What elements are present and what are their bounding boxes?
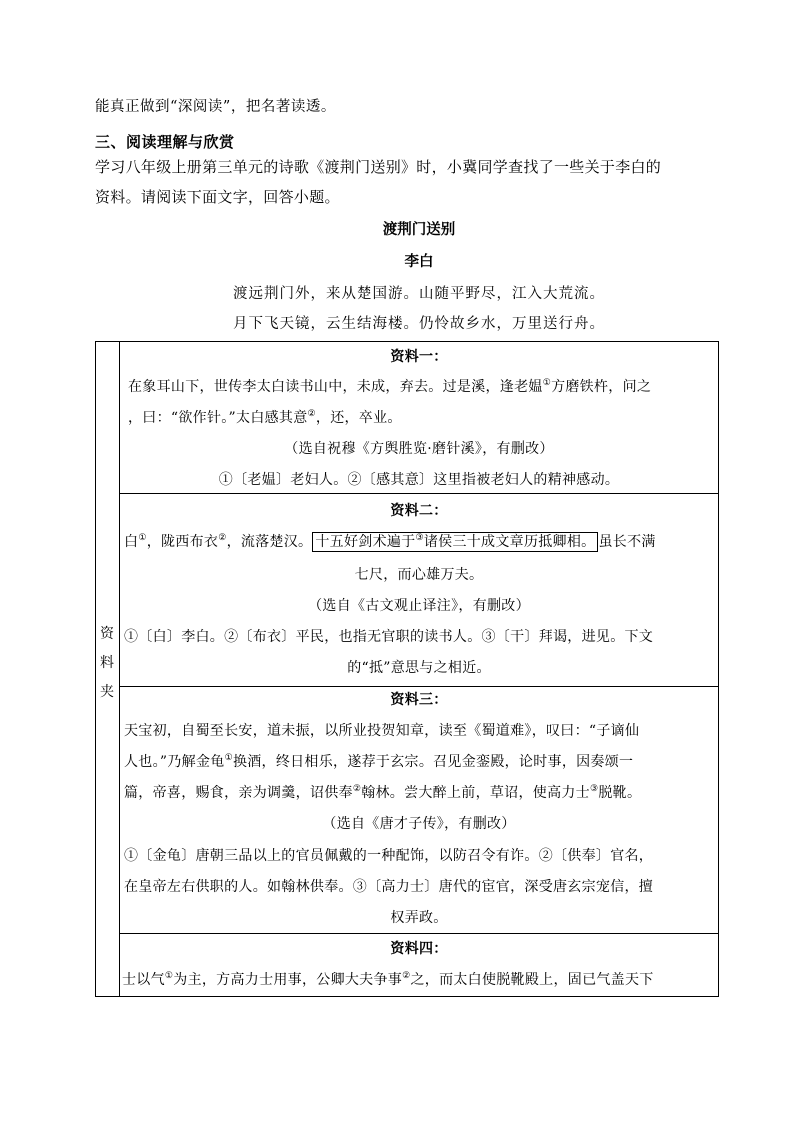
section-title: 三、阅读理解与欣赏 bbox=[95, 133, 235, 151]
material-1-note: ①〔老媪〕老妇人。②〔感其意〕这里指被老妇人的精神感动。 bbox=[218, 472, 620, 488]
poem-author: 李白 bbox=[404, 253, 434, 270]
material-3-line-1: 天宝初，自蜀至长安，道未振，以所业投贺知章，读至《蜀道难》，叹曰：“子谪仙 bbox=[124, 723, 640, 739]
material-3-note-2: 在皇帝左右供职的人。如翰林供奉。③〔高力士〕唐代的宦官，深受唐玄宗宠信，擅 bbox=[124, 879, 654, 895]
side-label-char: 夹 bbox=[100, 684, 114, 700]
material-3-source: （选自《唐才子传》，有删改） bbox=[322, 816, 516, 832]
section-desc-1: 学习八年级上册第三单元的诗歌《渡荆门送别》时，小冀同学查找了一些关于李白的 bbox=[95, 158, 662, 176]
side-label-char: 资 bbox=[100, 626, 114, 642]
poem-line-1: 渡远荆门外，来从楚国游。山随平野尽，江入大荒流。 bbox=[233, 286, 605, 302]
material-2-line-2: 七尺，而心雄万夫。 bbox=[354, 567, 484, 583]
material-4-title: 资料四： bbox=[390, 941, 448, 957]
material-2-title: 资料二： bbox=[390, 503, 448, 519]
material-2-note-2: 的“抵”意思与之相近。 bbox=[347, 660, 491, 676]
material-3-line-2: 人也。”乃解金龟①换酒，终日相乐，遂荐于玄宗。召见金銮殿，论时事，因奏颂一 bbox=[124, 753, 634, 770]
material-3-title: 资料三： bbox=[390, 692, 448, 708]
side-label bbox=[95, 620, 119, 707]
material-3-line-3: 篇，帝喜，赐食，亲为调羹，诏供奉②翰林。尝大醉上前，草诏，使高力士③脱靴。 bbox=[124, 784, 642, 801]
boxed-sentence: 十五好剑术遍于③诸侯三十成文章历抵卿相。 bbox=[312, 532, 598, 552]
material-1-line-1: 在象耳山下，世传李太白读书山中，未成，弃去。过是溪，逢老媪①方磨铁杵，问之 bbox=[128, 378, 652, 395]
section-desc-2: 资料。请阅读下面文字，回答小题。 bbox=[95, 188, 340, 206]
material-2-note-1: ①〔白〕李白。②〔布衣〕平民，也指无官职的读书人。③〔干〕拜谒，进见。下文 bbox=[124, 629, 654, 645]
material-1-line-2: ，曰：“欲作针。”太白感其意②，还，卒业。 bbox=[128, 409, 402, 426]
intro-line: 能真正做到“深阅读”，把名著读透。 bbox=[95, 99, 336, 115]
material-3-note-3: 权弄政。 bbox=[390, 910, 448, 926]
material-1-source: （选自祝穆《方舆胜览·磨针溪》，有删改） bbox=[284, 441, 554, 457]
material-4-line-1: 士以气①为主，方高力士用事，公卿大夫争事②之，而太白使脱靴殿上，固已气盖天下 bbox=[122, 971, 654, 988]
material-1-title: 资料一： bbox=[390, 349, 448, 365]
poem-title: 渡荆门送别 bbox=[382, 221, 456, 238]
side-label-char: 料 bbox=[100, 655, 114, 671]
material-3-note-1: ①〔金龟〕唐朝三品以上的官员佩戴的一种配饰，以防召令有诈。②〔供奉〕官名， bbox=[124, 848, 654, 864]
poem-line-2: 月下飞天镜，云生结海楼。仍怜故乡水，万里送行舟。 bbox=[233, 316, 605, 332]
material-2-source: （选自《古文观止译注》，有删改） bbox=[308, 598, 530, 614]
material-2-line-1: 白①，陇西布衣②，流落楚汉。 十五好剑术遍于③诸侯三十成文章历抵卿相。 虽长不满 bbox=[124, 533, 656, 550]
